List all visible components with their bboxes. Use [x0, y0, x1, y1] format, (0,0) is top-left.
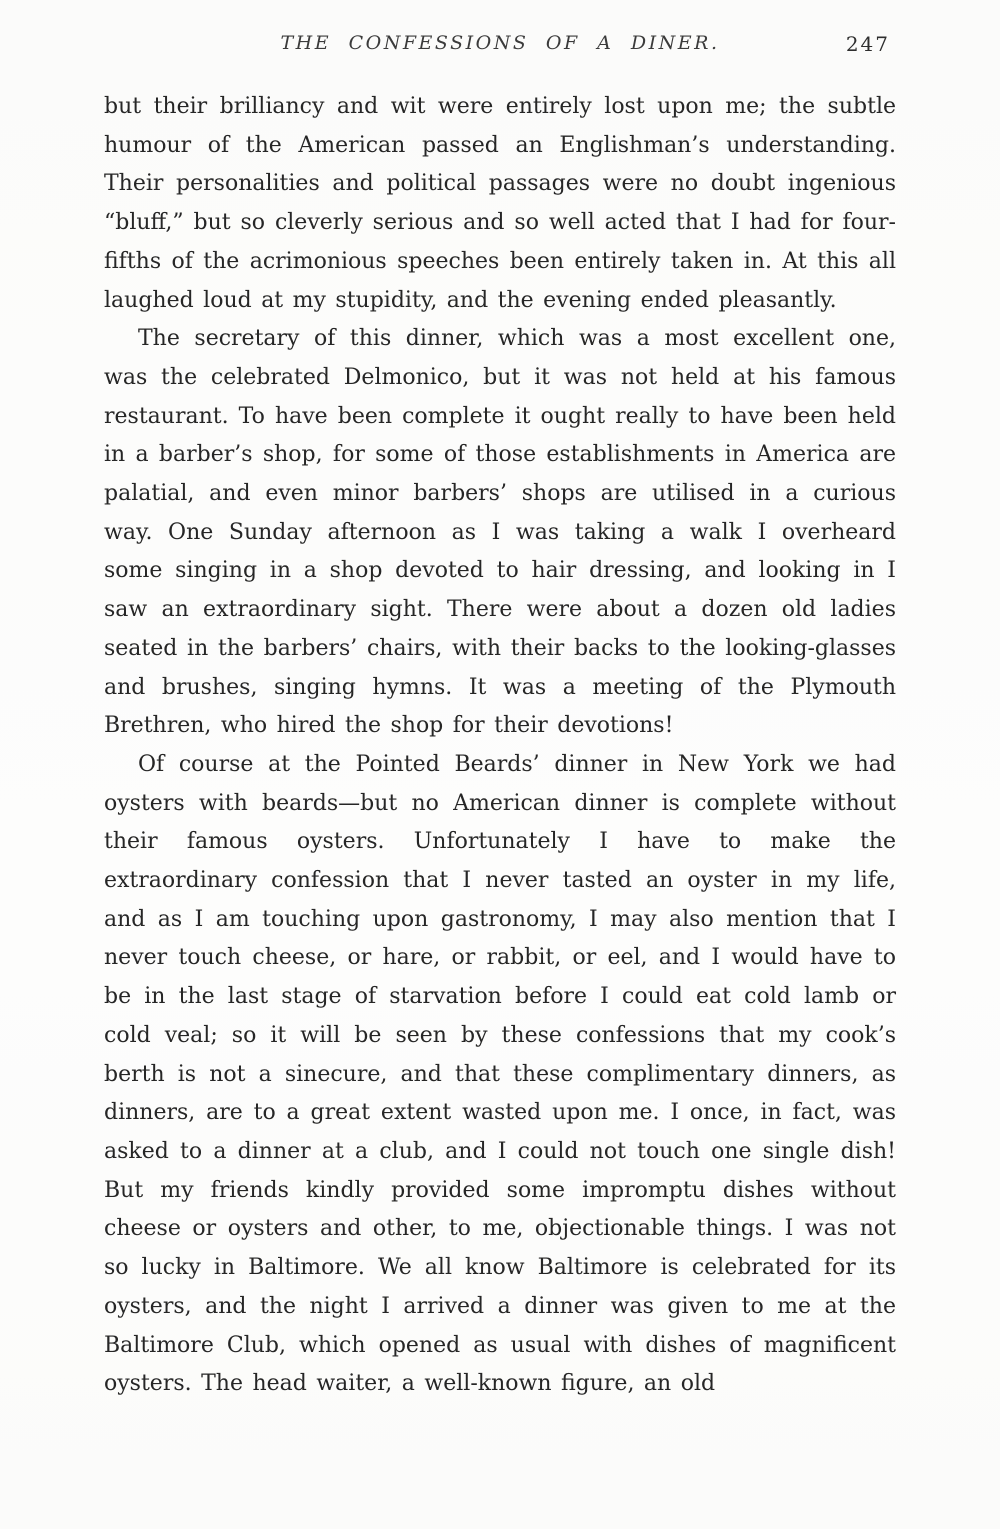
paragraph-1: but their brilliancy and wit were entirely lost upon me; the subtle humour of the American passed an Englishman’s understanding. Their personalities and political passages were no doubt ingenious “bluff,” but so cleverly serious and so well acted that I had for four-fifths of the acrimonious speeches been entirely taken in. At this all laughed loud at my stupidity, and the evening ended pleasantly. — [104, 94, 896, 313]
paragraph-3: Of course at the Pointed Beards’ dinner in New York we had oysters with beards—but no American dinner is complete without their famous oysters. Unfortunately I have to make the extraordinary confession that I never tasted an oyster in my life, and as I am touching upon gastronomy, I may also mention that I never touch cheese, or hare, or rabbit, or eel, and I would have to be in the last stage of starvation before I could eat cold lamb or cold veal; so it will be seen by these confessions that my cook’s berth is not a sinecure, and that these complimentary dinners, as dinners, are to a great extent wasted upon me. I once, in fact, was asked to a dinner at a club, and I could not touch one single dish! But my friends kindly provided some impromptu dishes without cheese or oysters and other, to me, objectionable things. I was not so lucky in Baltimore. We all know Baltimore is celebrated for its oysters, and the night I arrived a dinner was given to me at the Baltimore Club, which opened as usual with dishes of magnificent oysters. The head waiter, a well-known figure, an old — [104, 751, 896, 1397]
running-head-title: THE CONFESSIONS OF A DINER. — [280, 32, 720, 54]
body-text — [104, 88, 896, 1404]
running-head — [104, 32, 896, 62]
page-number: 247 — [845, 32, 890, 56]
paragraph-2: The secretary of this dinner, which was a most excellent one, was the celebrated Delmonico, but it was not held at his famous restaurant. To have been complete it ought really to have been held in a barber’s shop, for some of those establishments in America are palatial, and even minor barbers’ shops are utilised in a curious way. One Sunday afternoon as I was taking a walk I overheard some singing in a shop devoted to hair dressing, and looking in I saw an extraordinary sight. There were about a dozen old ladies seated in the barbers’ chairs, with their backs to the looking-glasses and brushes, singing hymns. It was a meeting of the Plymouth Brethren, who hired the shop for their devotions! — [104, 326, 896, 739]
